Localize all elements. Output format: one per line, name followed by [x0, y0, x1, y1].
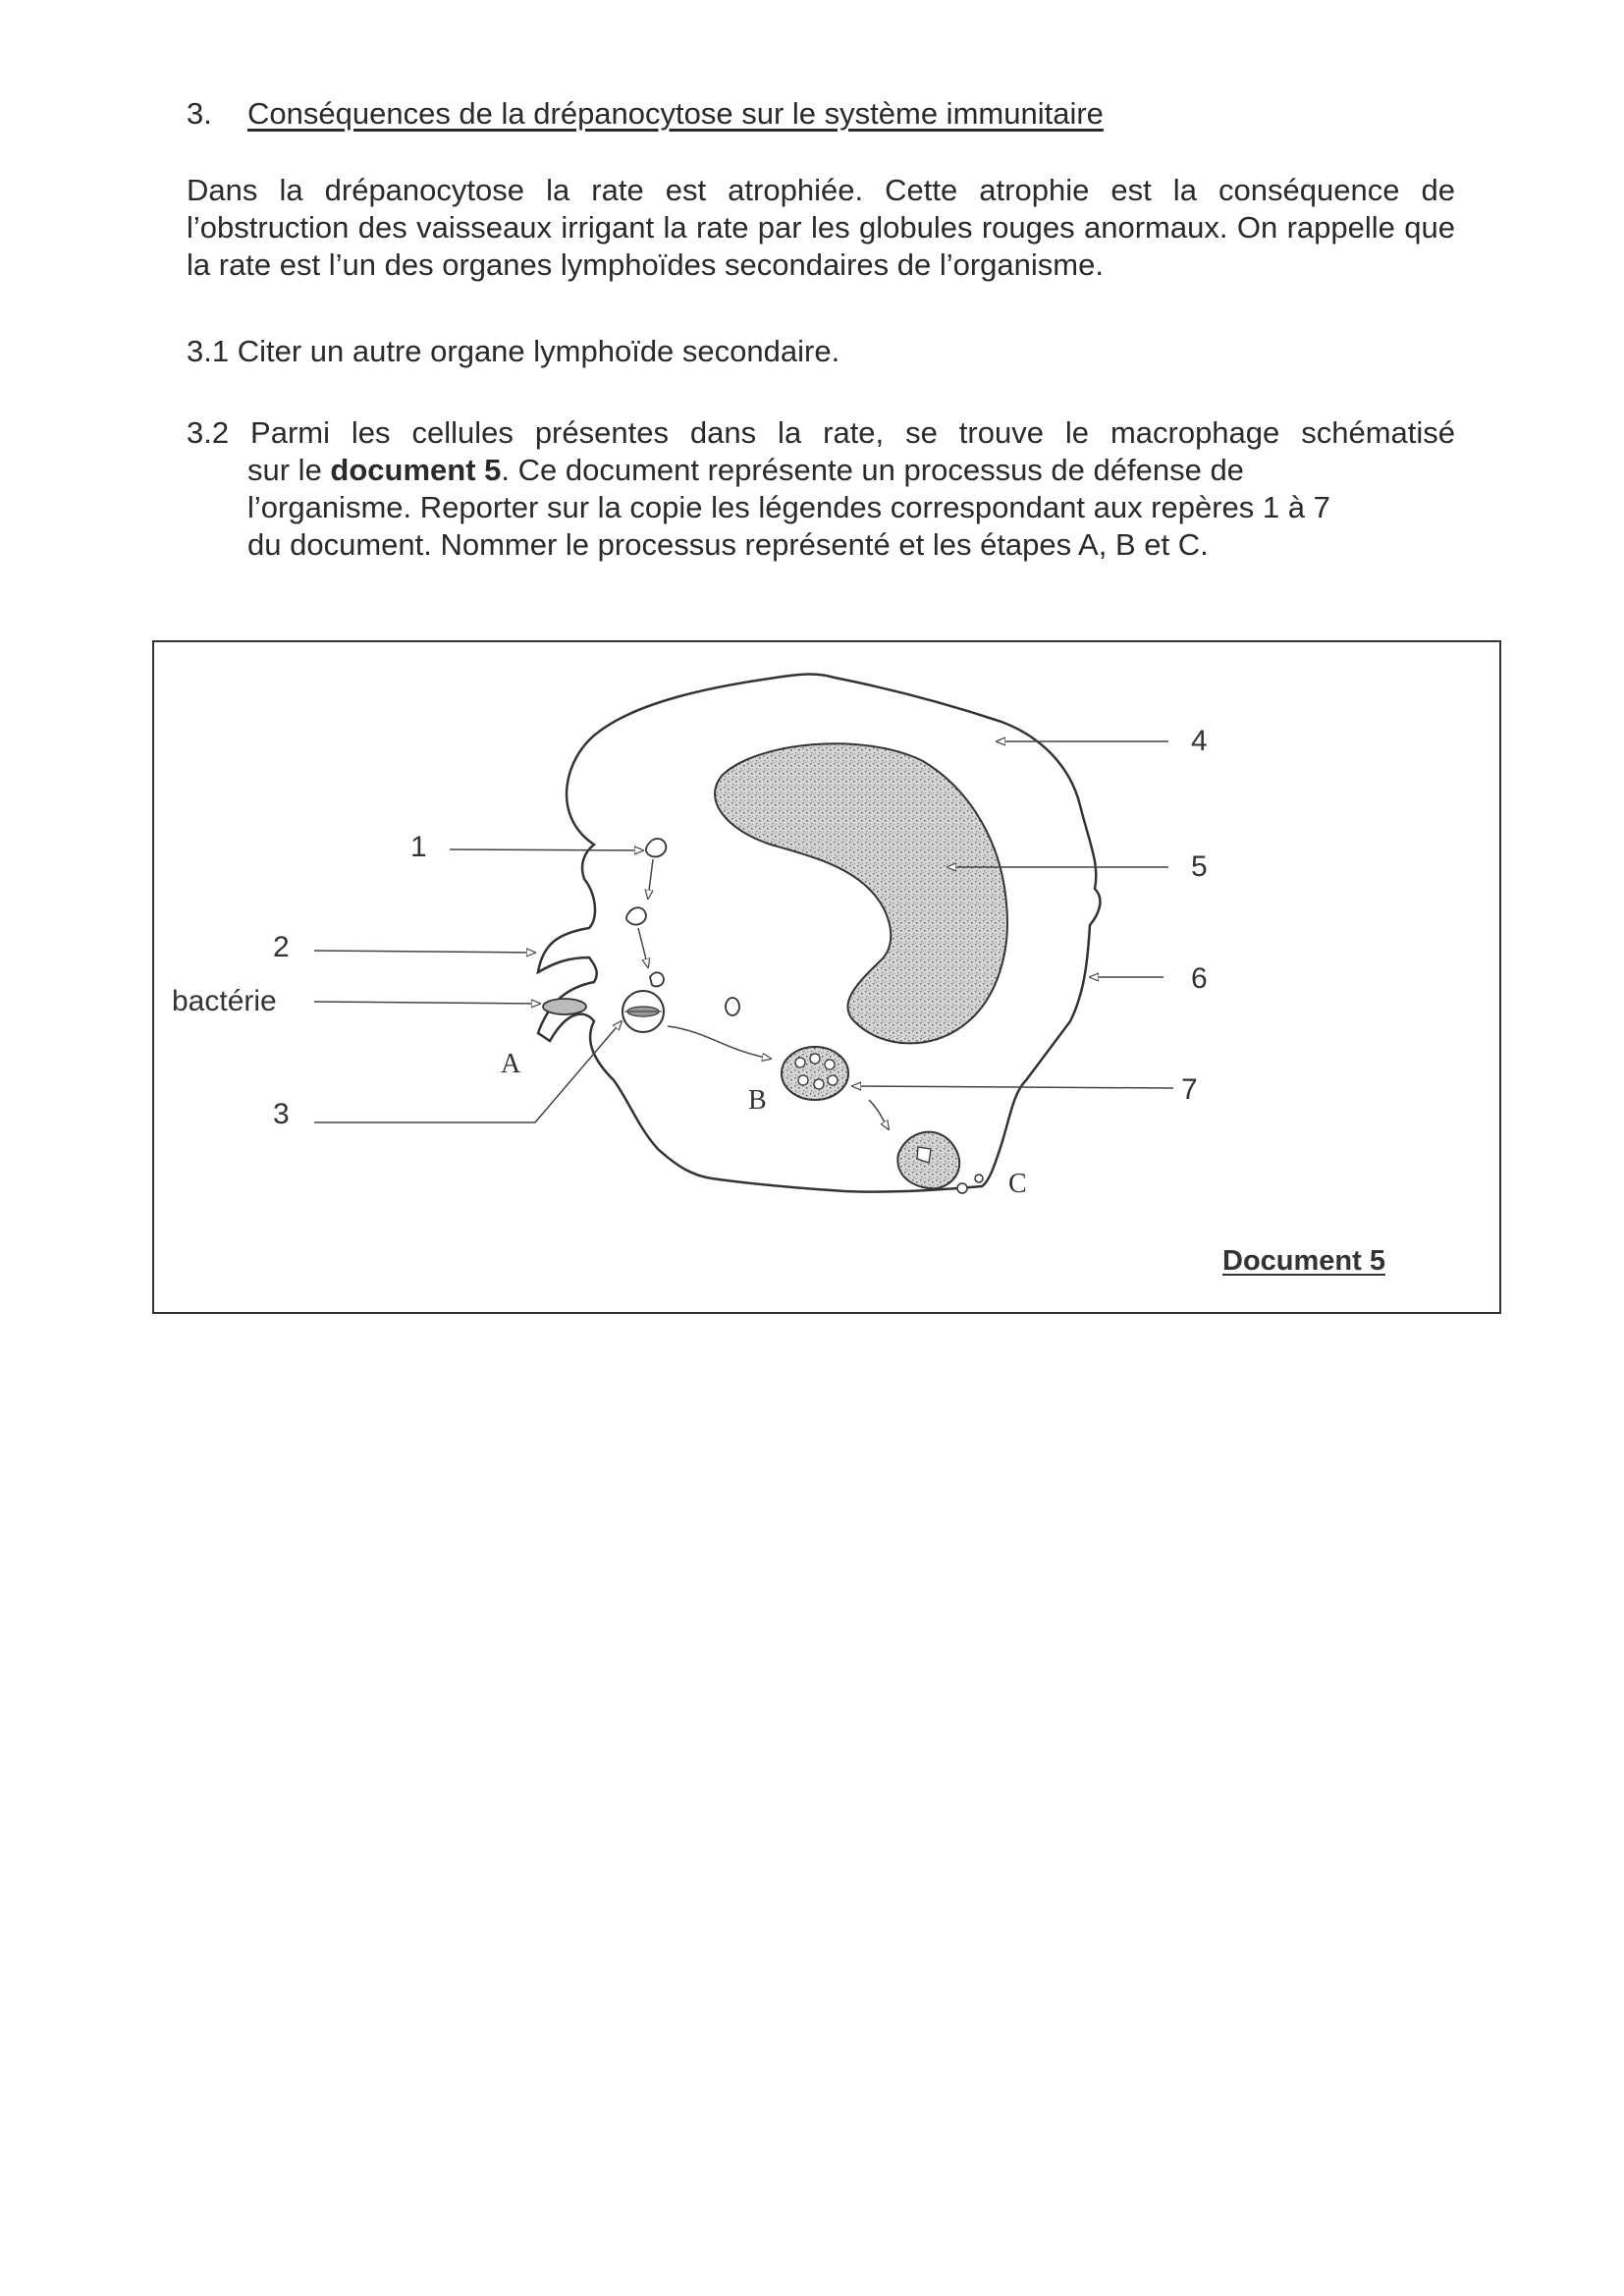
- pointer-7: [852, 1086, 1173, 1088]
- pointer-1: [450, 849, 643, 850]
- question-3-2-line2-rest: . Ce document représente un processus de défense de: [501, 453, 1244, 487]
- document-reference: document 5: [330, 453, 502, 487]
- question-3-2-line4: du document. Nommer le processus représenté et les étapes A, B et C.: [247, 527, 1209, 562]
- pointer-3: [314, 1021, 622, 1122]
- marker-6: 6: [1191, 962, 1208, 995]
- step-a-label: A: [501, 1049, 521, 1079]
- step-b-label: B: [748, 1085, 767, 1116]
- question-3-2-line1: 3.2 Parmi les cellules présentes dans la rate, se trouve le macrophage schématisé: [187, 415, 1455, 450]
- step-c-label: C: [1008, 1169, 1027, 1199]
- section-title: Conséquences de la drépanocytose sur le système immunitaire: [247, 96, 1104, 131]
- marker-1: 1: [410, 831, 427, 863]
- lysosome-2: [626, 907, 646, 924]
- lysosome-3: [650, 972, 664, 986]
- pointer-bacteria: [314, 1002, 540, 1004]
- question-3-1: 3.1 Citer un autre organe lymphoïde secondaire.: [187, 334, 840, 368]
- marker-4: 4: [1191, 725, 1208, 757]
- vesicle: [726, 998, 739, 1015]
- marker-2: 2: [273, 931, 290, 963]
- document-label: Document 5: [1222, 1245, 1385, 1277]
- question-3-2-line3: l’organisme. Reporter sur la copie les légendes correspondant aux repères 1 à 7: [247, 490, 1330, 524]
- marker-5: 5: [1191, 850, 1208, 883]
- nucleus: [715, 743, 1007, 1043]
- intro-paragraph: Dans la drépanocytose la rate est atrophiée. Cette atrophie est la conséquence de l’obstruction des vaisseaux irrigant la rate par les globules rouges anormaux. On rappelle que la rate est l’un des organes lymphoïdes secondaires de l’organisme.: [187, 173, 1455, 282]
- bacterium-shape: [543, 999, 586, 1014]
- pointer-2: [314, 951, 535, 953]
- question-3-2-line2-text: sur le: [247, 453, 331, 487]
- marker-3: 3: [273, 1098, 290, 1130]
- section-number: 3.: [187, 96, 212, 131]
- marker-7: 7: [1181, 1073, 1198, 1106]
- released-debris-1: [957, 1183, 967, 1193]
- released-debris-2: [975, 1175, 983, 1182]
- marker-bacteria: bactérie: [172, 985, 277, 1017]
- lysosome-1: [646, 839, 666, 856]
